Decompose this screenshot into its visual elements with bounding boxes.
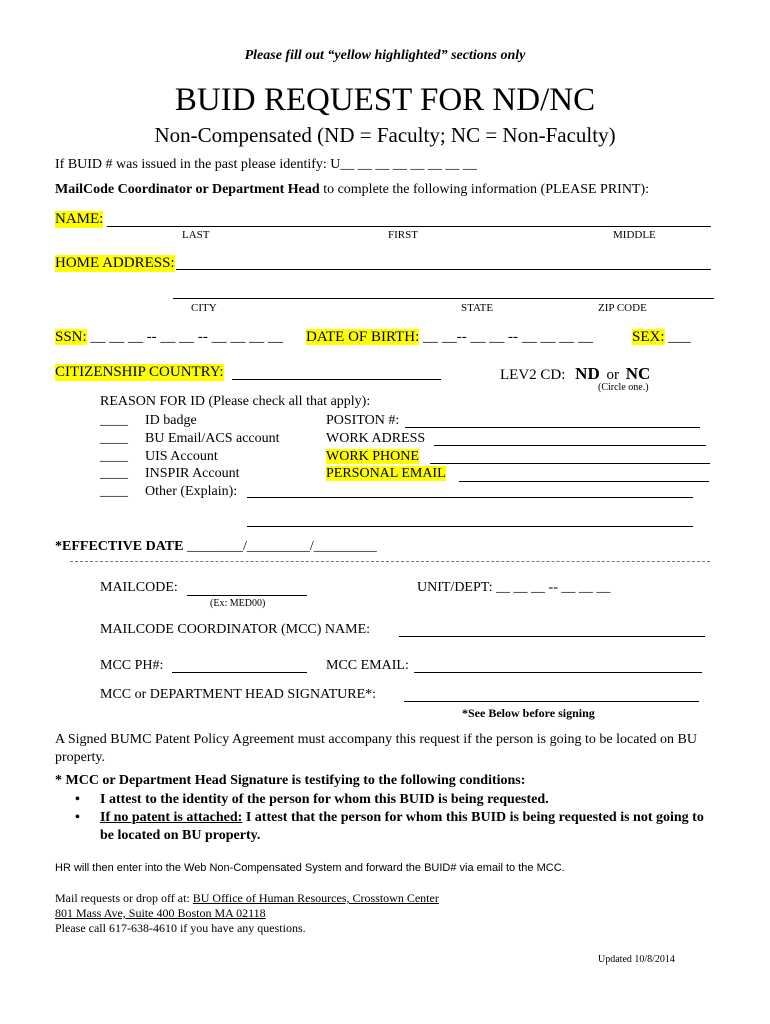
effective-date-field[interactable] [55, 539, 377, 555]
state-caption: STATE [461, 302, 494, 314]
home-address-line-1[interactable] [176, 269, 711, 270]
reason-checklist [100, 412, 280, 501]
lev2-nc-option[interactable]: NC [625, 364, 651, 383]
mcc-phone-label: MCC PH#: [100, 658, 164, 673]
mailcode-label: MAILCODE: [100, 580, 178, 595]
city-caption: CITY [191, 302, 217, 314]
reason-item[interactable]: ____ Other (Explain): [100, 484, 238, 500]
name-last-caption: LAST [182, 229, 210, 241]
reason-item[interactable]: ____ BU Email/ACS account [100, 430, 280, 446]
condition-item: • I attest to the identity of the person for whom this BUID is being requested. [75, 792, 549, 807]
other-explain-line[interactable] [247, 497, 693, 498]
mcc-name-label: MAILCODE COORDINATOR (MCC) NAME: [100, 622, 371, 637]
work-address-input-line[interactable] [434, 445, 706, 446]
phone-note: Please call 617-638-4610 if you have any questions. [55, 921, 306, 935]
name-label: NAME: [55, 211, 104, 227]
lev2-field [500, 364, 650, 384]
lev2-or: or [606, 367, 619, 383]
position-label: POSITON #: [326, 413, 400, 428]
condition-item: • If no patent is attached: I attest that the person for whom this BUID is being requested is not going to be located on BU property. [75, 810, 704, 843]
page-subtitle: Non-Compensated (ND = Faculty; NC = Non-Faculty) [154, 123, 616, 147]
name-first-caption: FIRST [388, 229, 418, 241]
reason-item[interactable]: ____ ID badge [100, 413, 197, 428]
work-phone-label: WORK PHONE [326, 448, 419, 464]
mcc-email-input-line[interactable] [414, 672, 702, 673]
unit-dept-label: UNIT/DEPT: [417, 580, 493, 595]
effective-date-blank: ________/_________/_________ [186, 539, 377, 554]
mail-prefix: Mail requests or drop off at: [55, 891, 193, 905]
street-address: 801 Mass Ave, Suite 400 Boston MA 02118 [55, 906, 266, 920]
conditions-list [55, 791, 715, 845]
sex-field[interactable] [632, 329, 691, 346]
page-title: BUID REQUEST FOR ND/NC [174, 82, 596, 118]
effective-date-label: *EFFECTIVE DATE [55, 539, 184, 554]
sex-label: SEX: [632, 329, 665, 345]
name-middle-caption: MIDDLE [613, 229, 656, 241]
section-divider [70, 561, 710, 562]
home-address-label: HOME ADDRESS: [55, 255, 175, 271]
work-phone-input-line[interactable] [430, 463, 710, 464]
ssn-field[interactable] [55, 329, 283, 346]
sex-blank: ___ [668, 329, 691, 345]
no-patent-underlined: If no patent is attached: [100, 810, 243, 825]
position-input-line[interactable] [405, 427, 700, 428]
home-address-line-2[interactable] [173, 298, 714, 299]
mcc-signature-input-line[interactable] [404, 701, 699, 702]
zip-caption: ZIP CODE [598, 302, 647, 314]
reason-item[interactable]: ____ INSPIR Account [100, 466, 240, 482]
reason-heading: REASON FOR ID (Please check all that apply): [100, 394, 371, 409]
patent-text: A Signed BUMC Patent Policy Agreement must accompany this request if the person is going to be located on BU property. [55, 732, 697, 765]
mcc-email-label: MCC EMAIL: [326, 658, 409, 673]
coordinator-rest: to complete the following information (PLEASE PRINT): [319, 182, 650, 197]
personal-email-label: PERSONAL EMAIL [326, 466, 446, 482]
unit-dept-blanks: __ __ __ -- __ __ __ [496, 580, 611, 595]
name-input-line[interactable] [107, 226, 711, 227]
citizenship-input-line[interactable] [232, 379, 441, 380]
work-address-label: WORK ADRESS [326, 430, 426, 446]
mailcode-input-line[interactable] [187, 595, 307, 596]
dob-field[interactable] [306, 329, 593, 346]
lev2-nd-option[interactable]: ND [575, 364, 600, 383]
instruction-text: Please fill out “yellow highlighted” sections only [244, 48, 526, 63]
hr-office-address: BU Office of Human Resources, Crosstown Center [192, 891, 439, 905]
hr-note: HR will then enter into the Web Non-Compensated System and forward the BUID# via email to the MCC. [55, 862, 565, 874]
citizenship-label: CITIZENSHIP COUNTRY: [55, 364, 224, 380]
conditions-heading: * MCC or Department Head Signature is testifying to the following conditions: [55, 773, 526, 788]
lev2-label: LEV2 CD: [500, 367, 566, 383]
coordinator-bold: MailCode Coordinator or Department Head [55, 182, 320, 197]
past-buid-field[interactable]: If BUID # was issued in the past please identify: U__ __ __ __ __ __ __ __ [55, 157, 477, 172]
mail-info [55, 891, 439, 936]
mcc-signature-label: MCC or DEPARTMENT HEAD SIGNATURE*: [100, 687, 377, 702]
dob-blanks: __ __-- __ __ -- __ __ __ __ [423, 329, 594, 345]
dob-label: DATE OF BIRTH: [306, 329, 420, 345]
mailcode-example: (Ex: MED00) [210, 598, 266, 609]
unit-dept-field[interactable] [417, 580, 610, 596]
lev2-note: (Circle one.) [598, 382, 649, 393]
mcc-name-input-line[interactable] [399, 636, 705, 637]
coordinator-instruction [55, 182, 649, 198]
ssn-blanks: __ __ __ -- __ __ -- __ __ __ __ [90, 329, 283, 345]
other-explain-line-2[interactable] [247, 526, 693, 527]
reason-item[interactable]: ____ UIS Account [100, 448, 218, 464]
reason-right-fields [326, 412, 446, 483]
mcc-phone-input-line[interactable] [172, 672, 307, 673]
updated-date: Updated 10/8/2014 [598, 954, 675, 965]
see-below-note: *See Below before signing [462, 706, 595, 720]
personal-email-input-line[interactable] [459, 481, 709, 482]
ssn-label: SSN: [55, 329, 87, 345]
